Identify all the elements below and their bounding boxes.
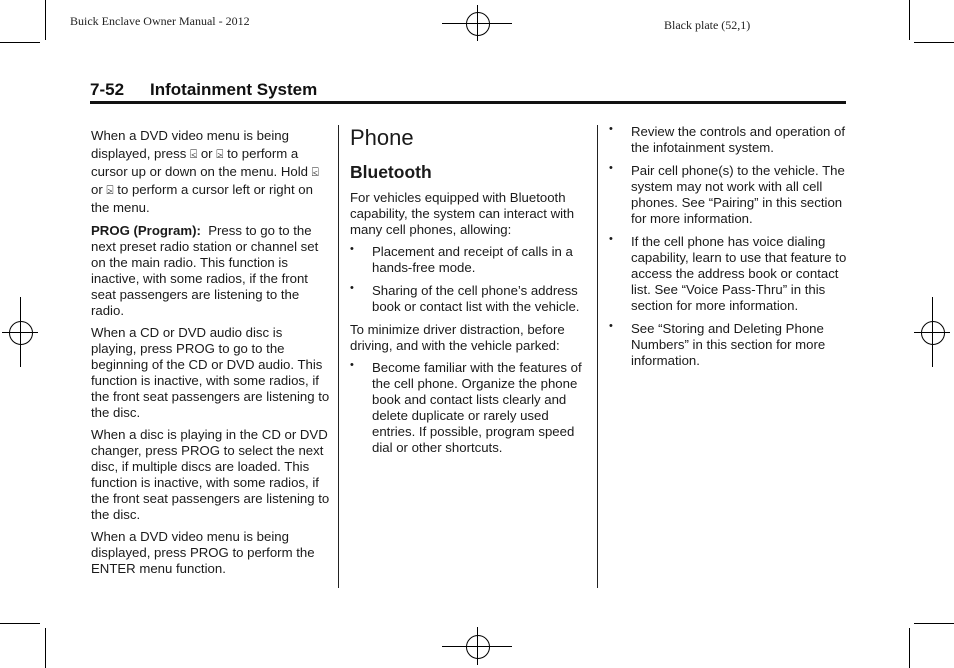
registration-mark-left: [2, 297, 38, 367]
crop-mark-bl-v: [45, 628, 46, 668]
paragraph-dvd-menu: When a DVD video menu is being displayed, press ⍃ or ⍄ to perform a cursor up or down on the menu. Hold ⍃ or ⍄ to perform a cursor left or right on the menu.: [91, 128, 319, 215]
crop-mark-tr-h: [914, 42, 954, 43]
plate-label: Black plate (52,1): [664, 18, 751, 32]
list-item: • See “Storing and Deleting Phone Numbers” in this section for more information.: [609, 321, 849, 369]
prog-label: PROG (Program):: [91, 223, 201, 238]
list-item: • If the cell phone has voice dialing capability, learn to use that feature to access the address book or contact list. See “Voice Pass-Thru” in this section for more information.: [609, 234, 849, 314]
bluetooth-heading: Bluetooth: [350, 162, 432, 182]
header-rule: [90, 101, 846, 104]
crop-mark-tr-v: [909, 0, 910, 40]
list-item: • Placement and receipt of calls in a hands-free mode.: [350, 244, 585, 276]
crop-mark-tl-v: [45, 0, 46, 40]
paragraph-prog: PROG (Program): Press to go to the next preset radio station or channel set on the main radio. This function is inactive, with some radios, if the front seat passengers are listening to the radio.: [91, 223, 319, 318]
list-item: • Sharing of the cell phone’s address book or contact list with the vehicle.: [350, 283, 585, 315]
paragraph-changer: When a disc is playing in the CD or DVD changer, press PROG to select the next disc, if multiple discs are loaded. This function is inactive, with some radios, if the front seat passengers are listening to the disc.: [91, 427, 330, 522]
column-2: [350, 126, 585, 463]
registration-mark-bottom: [442, 627, 512, 665]
column-divider-2: [597, 125, 598, 588]
bluetooth-intro: For vehicles equipped with Bluetooth capability, the system can interact with many cell phones, allowing:: [350, 190, 575, 237]
column-divider-1: [338, 125, 339, 588]
list-item: • Become familiar with the features of the cell phone. Organize the phone book and contact lists clearly and delete duplicate or rarely used entries. If possible, program speed dial or other shortcuts.: [350, 360, 585, 456]
bluetooth-feature-list: [350, 244, 585, 315]
column-3: [609, 124, 849, 376]
seek-left-icon: ⍃: [311, 165, 319, 179]
seek-down-icon: ⍄: [216, 147, 224, 161]
registration-mark-right: [914, 297, 950, 367]
distraction-paragraph: To minimize driver distraction, before driving, and with the vehicle parked:: [350, 322, 565, 353]
preparation-list: [350, 360, 585, 456]
paragraph-cd-audio: When a CD or DVD audio disc is playing, press PROG to go to the beginning of the CD or DVD audio. This function is inactive, with some radios, if the front seat passengers are listening to the disc.: [91, 325, 330, 420]
section-name: Infotainment System: [150, 80, 318, 99]
paragraph-dvd-enter: When a DVD video menu is being displayed, press PROG to perform the ENTER menu function.: [91, 529, 315, 576]
seek-up-icon: ⍃: [189, 147, 198, 161]
phone-heading: Phone: [350, 125, 414, 150]
crop-mark-tl-h: [0, 42, 40, 43]
crop-mark-br-h: [914, 623, 954, 624]
manual-title: Buick Enclave Owner Manual - 2012: [70, 14, 250, 28]
column-1: [91, 127, 331, 583]
list-item: • Review the controls and operation of the infotainment system.: [609, 124, 849, 156]
list-item: • Pair cell phone(s) to the vehicle. The system may not work with all cell phones. See “Pairing” in this section for more information.: [609, 163, 849, 227]
preparation-list-continued: [609, 124, 849, 369]
crop-mark-br-v: [909, 628, 910, 668]
page-number: 7-52: [90, 80, 125, 99]
registration-mark-top: [442, 5, 512, 41]
crop-mark-bl-h: [0, 623, 40, 624]
section-heading: [90, 80, 317, 100]
seek-right-icon: ⍄: [106, 183, 114, 197]
